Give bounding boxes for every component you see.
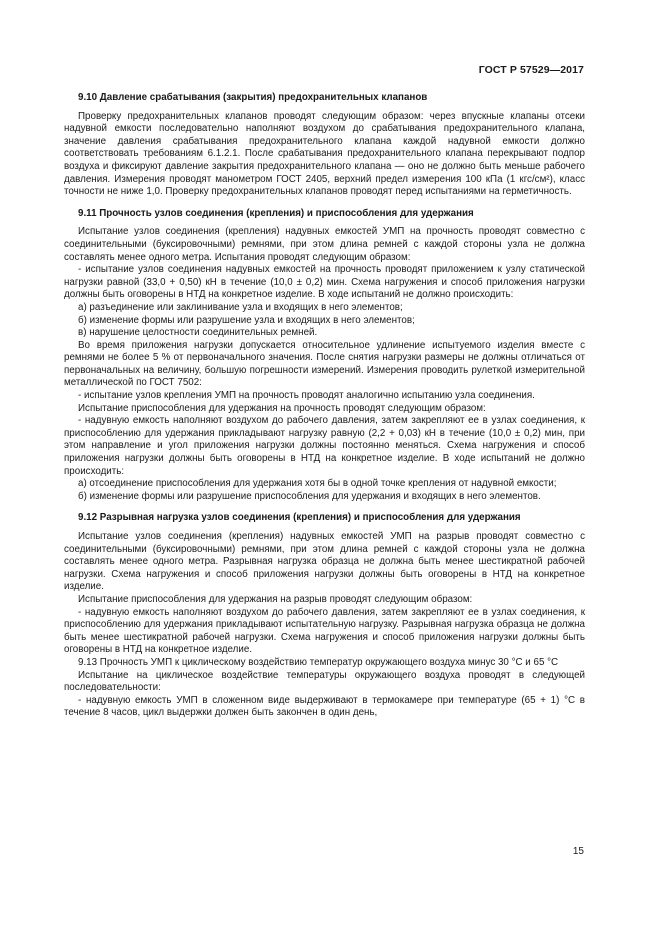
- page-number: 15: [572, 846, 584, 857]
- standard-number: ГОСТ Р 57529—2017: [478, 64, 584, 76]
- list-item: в) нарушение целостности соединительных ремней.: [78, 327, 318, 339]
- paragraph: - надувную емкость наполняют воздухом до рабочего давления, затем закрепляют ее в узлах соединения, к приспособлению для удержания прикладывают нагрузку равную (2,2 + 0,03) кН в течение (10,0 ± 0,2) мин, при этом направление и угол приложения нагрузки должны постоянно меняться. Схема нагружения и способ приложения нагрузки должны быть оговорены в НТД на конкретное изделие. В ходе испытаний не должно происходить:: [64, 415, 585, 477]
- paragraph: - испытание узлов соединения надувных емкостей на прочность проводят приложением к узлу статической нагрузки равной (33,0 + 0,50) кН в течение (10,0 ± 0,2) мин. Схема нагружения и способ приложения нагрузки должны быть оговорены в НТД на конкретное изделие. В ходе испытаний не должно происходить:: [64, 264, 585, 301]
- section-heading: 9.10 Давление срабатывания (закрытия) предохранительных клапанов: [78, 92, 428, 103]
- paragraph: Испытание узлов соединения (крепления) надувных емкостей УМП на прочность проводят совместно с соединительными (буксировочными) ремнями, при этом длина ремней с каждой стороны узла не должна составлять менее одного метра. Испытания проводят следующим образом:: [64, 226, 585, 263]
- list-item: б) изменение формы или разрушение узла и входящих в него элементов;: [78, 314, 415, 326]
- paragraph: Испытание узлов соединения (крепления) надувных емкостей УМП на разрыв проводят совместно с соединительными (буксировочными) ремнями, при этом длина ремней с каждой стороны узла не должна составлять менее одного метра. Разрывная нагрузка образца не должна быть менее шестикратной рабочей нагрузки. Схема нагружения и способ приложения нагрузки должны быть оговорены в НТД на конкретное изделие.: [64, 531, 585, 593]
- paragraph: - надувную емкость наполняют воздухом до рабочего давления, затем закрепляют ее в узлах соединения, к приспособлению для удержания прикладывают испытательную нагрузку. Разрывная нагрузка образца не должна быть менее шестикратной рабочей нагрузки. Схема нагружения и способ приложения нагрузки должны быть оговорены в НТД на конкретное изделие.: [64, 606, 585, 656]
- paragraph: - испытание узлов крепления УМП на прочность проводят аналогично испытанию узла соединения.: [78, 390, 535, 402]
- list-item: а) отсоединение приспособления для удержания хотя бы в одной точке крепления от надувной емкости;: [78, 478, 557, 490]
- paragraph: - надувную емкость УМП в сложенном виде выдерживают в термокамере при температуре (65 + 1) °С в течение 8 часов, цикл выдержки должен быть закончен в один день,: [64, 694, 585, 719]
- document-body: [64, 92, 585, 720]
- section-heading: 9.12 Разрывная нагрузка узлов соединения (крепления) и приспособления для удержания: [78, 512, 521, 524]
- list-item: б) изменение формы или разрушение приспособления для удержания и входящих в него элементов.: [78, 490, 541, 502]
- paragraph: Проверку предохранительных клапанов проводят следующим образом: через впускные клапаны отсеки надувной емкости последовательно наполняют воздухом до срабатывания предохранительного клапана, значение давления срабатывания предохранительного клапана каждой надувной емкости должно соответствовать требованиям 6.1.2.1. После срабатывания предохранительного клапана перекрывают подпор воздуха и фиксируют давление закрытия предохранительного клапана — оно не должно быть меньше рабочего давления. Измерения проводят манометром ГОСТ 2405, верхний предел измерения 100 кПа (1 кгс/см²), класс точности не ниже 1,0. Проверку предохранительных клапанов проводят перед испытаниями на герметичность.: [64, 110, 585, 198]
- paragraph: Испытание на циклическое воздействие температуры окружающего воздуха проводят в следующей последовательности:: [64, 669, 585, 694]
- section-heading: 9.11 Прочность узлов соединения (крепления) и приспособления для удержания: [78, 207, 474, 219]
- paragraph: Испытание приспособления для удержания на прочность проводят следующим образом:: [78, 402, 486, 414]
- paragraph: Во время приложения нагрузки допускается относительное удлинение испытуемого изделия вместе с ремнями не более 5 % от первоначального значения. После снятия нагрузки размеры не должны отличаться от первоначальных на величину, большую погрешности измерений. Измерения проводить рулеткой измерительной металлической по ГОСТ 7502:: [64, 339, 585, 389]
- paragraph: Испытание приспособления для удержания на разрыв проводят следующим образом:: [78, 593, 473, 605]
- list-item: а) разъединение или заклинивание узла и входящих в него элементов;: [78, 301, 403, 313]
- section-title-plain: 9.13 Прочность УМП к циклическому воздействию температур окружающего воздуха минус 30 °С и 65 °С: [78, 656, 559, 668]
